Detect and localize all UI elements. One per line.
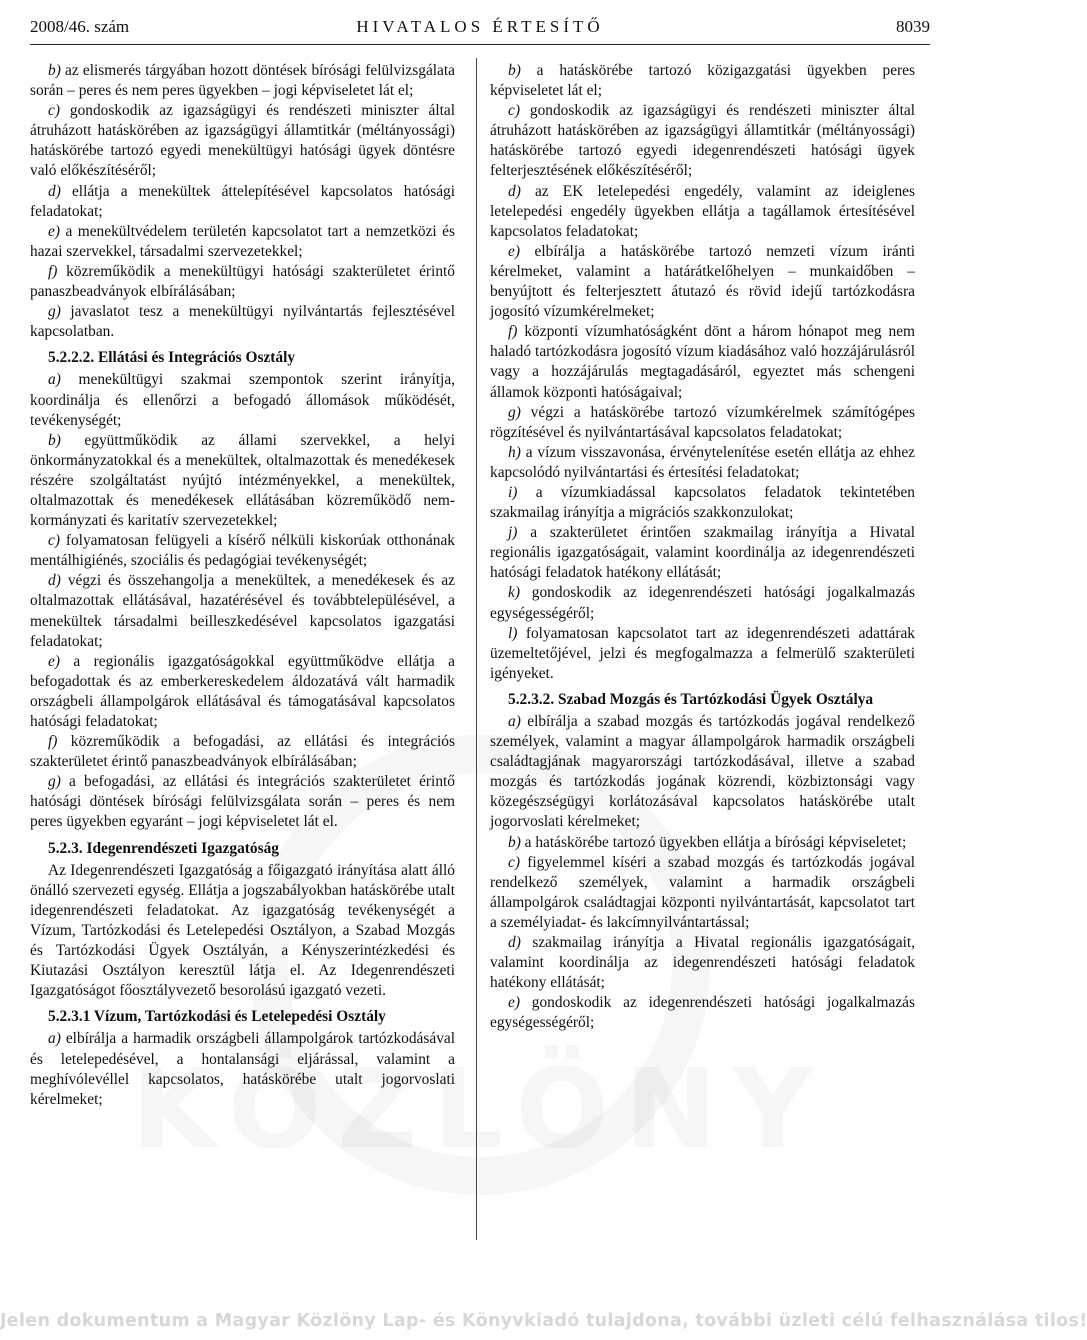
paragraph-text: közreműködik a menekültügyi hatósági szakterületet érintő panaszbeadványok elbírálásában;	[30, 262, 455, 301]
item-letter: j)	[508, 524, 518, 542]
item-letter: e)	[48, 652, 60, 670]
paragraph-text: az elismerés tárgyában hozott döntések bírósági felülvizsgálata során – peres és nem peres ügyekben – jogi képviseletet lát el;	[30, 62, 455, 100]
paragraph	[30, 772, 455, 832]
item-letter: g)	[48, 303, 61, 321]
section-heading: 5.2.3.1 Vízum, Tartózkodási és Letelepedési Osztály	[48, 1008, 386, 1026]
paragraph	[30, 61, 455, 101]
item-letter: e)	[508, 242, 520, 260]
paragraph-text: elbírálja a harmadik országbeli állampolgárok tartózkodásával és letelepedésével, a hontalansági eljárással, valamint a meghívólevéllel kapcsolatos, hatáskörébe utalt jogorvoslati kérelmeket;	[30, 1030, 455, 1108]
paragraph	[490, 61, 915, 101]
item-letter: f)	[508, 323, 518, 341]
paragraph-text: együttműködik az állami szervekkel, a helyi önkormányzatokkal és a menekültek, oltalmazottak és menedékesek részére szolgáltatást nyújtó intézményekkel, a menekültek, oltalmazottak és menedékesek ellátásában közreműködő nem-kormányzati és karitatív szervezetekkel;	[30, 431, 455, 530]
paragraph-text: a szakterületet érintően szakmailag irányítja a Hivatal regionális igazgatóságait, valamint koordinálja az idegenrendészeti hatósági feladatok hatékony ellátását;	[490, 524, 915, 582]
paragraph	[490, 583, 915, 623]
left-column	[30, 61, 455, 1110]
paragraph-text: a hatáskörébe tartozó ügyekben ellátja a bírósági képviseletet;	[520, 833, 907, 851]
item-letter: a)	[48, 371, 61, 389]
publication-title: HIVATALOS ÉRTESÍTŐ	[356, 17, 604, 36]
right-column	[490, 61, 915, 1034]
paragraph	[490, 712, 915, 833]
item-letter: g)	[48, 773, 61, 791]
paragraph	[490, 242, 915, 322]
item-letter: d)	[508, 182, 521, 200]
item-letter: g)	[508, 403, 521, 421]
item-letter: i)	[508, 483, 518, 501]
paragraph	[490, 853, 915, 933]
paragraph	[30, 861, 455, 1002]
paragraph	[490, 403, 915, 443]
footer-notice: Jelen dokumentum a Magyar Közlöny Lap- és Könyvkiadó tulajdona, további üzleti célú felhasználása tilos!	[0, 1311, 1087, 1331]
paragraph-text: ellátja a menekültek áttelepítésével kapcsolatos hatósági feladatokat;	[30, 182, 455, 220]
item-letter: c)	[508, 853, 520, 871]
paragraph-text: folyamatosan kapcsolatot tart az idegenrendészeti adattárak üzemeltetőjével, jelzi és megfogalmazza a felmerülő szakterületi igényeket.	[490, 624, 915, 682]
item-letter: d)	[508, 934, 521, 952]
item-letter: k)	[508, 584, 520, 602]
paragraph-text: a regionális igazgatóságokkal együttműködve ellátja a befogadottak és az emberkereskedelem áldozatává vált harmadik országbeli állampolgárok ellátásával és támogatásával kapcsolatos hatósági feladatokat;	[30, 652, 455, 730]
column-divider	[476, 58, 477, 1240]
paragraph-text: végzi a hatáskörébe tartozó vízumkérelmek számítógépes rögzítésével és nyilvántartásával kapcsolatos feladatokat;	[490, 403, 915, 441]
paragraph	[490, 933, 915, 993]
item-letter: c)	[48, 102, 60, 120]
paragraph	[30, 302, 455, 342]
section-heading: 5.2.2.2. Ellátási és Integrációs Osztály	[48, 349, 296, 367]
paragraph-text: az EK letelepedési engedély, valamint az ideiglenes letelepedési engedély ügyekben ellátja a tagállamok értesítésével kapcsolatos feladatokat;	[490, 182, 915, 240]
section-heading: 5.2.3.2. Szabad Mozgás és Tartózkodási Ügyek Osztálya	[508, 690, 874, 708]
paragraph	[490, 101, 915, 181]
item-letter: a)	[48, 1030, 61, 1048]
page-header	[30, 14, 930, 40]
section-heading: 5.2.3. Idegenrendészeti Igazgatóság	[48, 839, 279, 857]
paragraph	[30, 732, 455, 772]
paragraph-text: a vízum visszavonása, érvénytelenítése esetén ellátja az ehhez kapcsolódó nyilvántartási és értesítési feladatokat;	[490, 443, 915, 481]
item-letter: c)	[48, 532, 60, 550]
item-letter: b)	[48, 431, 61, 449]
paragraph-text: közreműködik a befogadási, az ellátási és integrációs szakterületet érintő panaszbeadványok elbírálásában;	[30, 733, 455, 771]
paragraph	[490, 443, 915, 483]
item-letter: e)	[48, 222, 60, 240]
paragraph	[30, 222, 455, 262]
paragraph-text: elbírálja a hatáskörébe tartozó nemzeti vízum iránti kérelmeket, valamint a határátkelőhelyen – munkaidőben – benyújtott és felterjesztett átutazó és rövid idejű tartózkodásra jogosító vízumkérelmeket;	[490, 242, 915, 321]
paragraph-text: elbírálja a szabad mozgás és tartózkodás jogával rendelkező személyek, valamint a magyar állampolgárok harmadik országbeli családtagjának magyarországi tartózkodásával, illetve a szabad mozgás és tartózkodás jogának közrendi, közbiztonsági vagy közegészségügyi korlátozásával kapcsolatos hatáskörébe utalt jogorvoslati kérelmeket;	[490, 713, 915, 831]
paragraph-text: gondoskodik az igazságügyi és rendészeti miniszter által átruházott hatáskörében az igazságügyi államtitkár (méltányossági) hatáskörébe tartozó egyedi menekültügyi hatósági ügyek döntésre való előkészítéséről;	[30, 102, 455, 180]
paragraph	[30, 652, 455, 732]
paragraph-text: Az Idegenrendészeti Igazgatóság a főigazgató irányítása alatt álló önálló szervezeti egység. Ellátja a jogszabályokban hatáskörébe utalt idegenrendészeti feladatokat. Az igazgatóság tevékenységét a Vízum, Tartózkodási és Letelepedési Osztályon, a Szabad Mozgás és Tartózkodási Ügyek Osztályán, a Kényszerintézkedési és Kiutazási Osztályon keresztül látja el. Az Idegenrendészeti Igazgatóságot főosztályvezető besorolású igazgató vezeti.	[30, 861, 455, 1000]
paragraph-text: figyelemmel kíséri a szabad mozgás és tartózkodás jogával rendelkező személyek, valamint a harmadik országbeli állampolgárok családtagjai központi nyilvántartását, kapcsolatot tart a személyiadat- és lakcímnyilvántartással;	[490, 853, 915, 931]
paragraph	[490, 624, 915, 684]
item-letter: f)	[48, 733, 58, 751]
item-letter: b)	[508, 833, 521, 851]
paragraph	[30, 101, 455, 181]
paragraph	[490, 182, 915, 242]
item-letter: d)	[48, 572, 61, 590]
paragraph	[490, 833, 915, 853]
paragraph-text: a menekültvédelem területén kapcsolatot tart a nemzetközi és hazai szervekkel, társadalmi szervezetekkel;	[30, 222, 455, 260]
paragraph	[490, 322, 915, 402]
item-letter: b)	[48, 62, 61, 79]
paragraph-text: a hatáskörébe tartozó közigazgatási ügyekben peres képviseletet lát el;	[490, 62, 915, 100]
item-letter: b)	[508, 62, 521, 79]
item-letter: c)	[508, 102, 520, 120]
item-letter: d)	[48, 182, 61, 200]
item-letter: a)	[508, 713, 521, 730]
paragraph	[30, 571, 455, 651]
page-number: 8039	[896, 17, 930, 36]
item-letter: h)	[508, 443, 521, 461]
paragraph	[30, 431, 455, 531]
item-letter: l)	[508, 624, 518, 642]
header-rule	[30, 44, 930, 45]
item-letter: f)	[48, 262, 58, 280]
paragraph-text: a vízumkiadással kapcsolatos feladatok tekintetében szakmailag irányítja a migrációs szakkonzulokat;	[490, 483, 915, 522]
paragraph-text: központi vízumhatóságként dönt a három hónapot meg nem haladó tartózkodásra jogosító vízum kiadásához való hozzájárulásról vagy a hozzájárulás megtagadásáról, egyeztet más schengeni államok központi hatóságaival;	[490, 323, 915, 401]
paragraph-text: a befogadási, az ellátási és integrációs szakterületet érintő hatósági döntések bírósági felülvizsgálata során – peres és nem peres ügyekben egyaránt – jogi képviseletet lát el.	[30, 773, 455, 831]
issue-number: 2008/46. szám	[30, 17, 130, 36]
paragraph	[30, 531, 455, 571]
paragraph	[30, 182, 455, 222]
paragraph-text: menekültügyi szakmai szempontok szerint irányítja, koordinálja és ellenőrzi a befogadó állomások működését, tevékenységét;	[30, 371, 455, 429]
paragraph	[490, 483, 915, 523]
paragraph	[490, 993, 915, 1033]
paragraph-text: szakmailag irányítja a Hivatal regionális igazgatóságait, valamint koordinálja az idegenrendészeti hatósági feladatok hatékony ellátását;	[490, 934, 915, 992]
paragraph-text: folyamatosan felügyeli a kísérő nélküli kiskorúak otthonának mentálhigiénés, szociális és pedagógiai tevékenységét;	[30, 532, 455, 570]
item-letter: e)	[508, 994, 520, 1012]
paragraph-text: javaslatot tesz a menekültügyi nyilvántartás fejlesztésével kapcsolatban.	[30, 303, 455, 341]
paragraph	[30, 1029, 455, 1109]
paragraph	[30, 370, 455, 430]
paragraph	[30, 262, 455, 302]
paragraph-text: gondoskodik az idegenrendészeti hatósági jogalkalmazás egységességéről;	[490, 584, 915, 622]
paragraph-text: gondoskodik az igazságügyi és rendészeti miniszter által átruházott hatáskörében az igazságügyi államtitkár (méltányossági) hatáskörébe tartozó egyedi idegenrendészeti hatósági ügyek felterjesztésének előkészítéséről;	[490, 102, 915, 180]
paragraph-text: gondoskodik az idegenrendészeti hatósági jogalkalmazás egységességéről;	[490, 994, 915, 1032]
paragraph	[490, 523, 915, 583]
paragraph-text: végzi és összehangolja a menekültek, a menedékesek és az oltalmazottak ellátásával, hazatérésével és továbbtelepülésével, a menekültek társadalmi beilleszkedésével kapcsolatos igazgatási feladatokat;	[30, 572, 455, 650]
